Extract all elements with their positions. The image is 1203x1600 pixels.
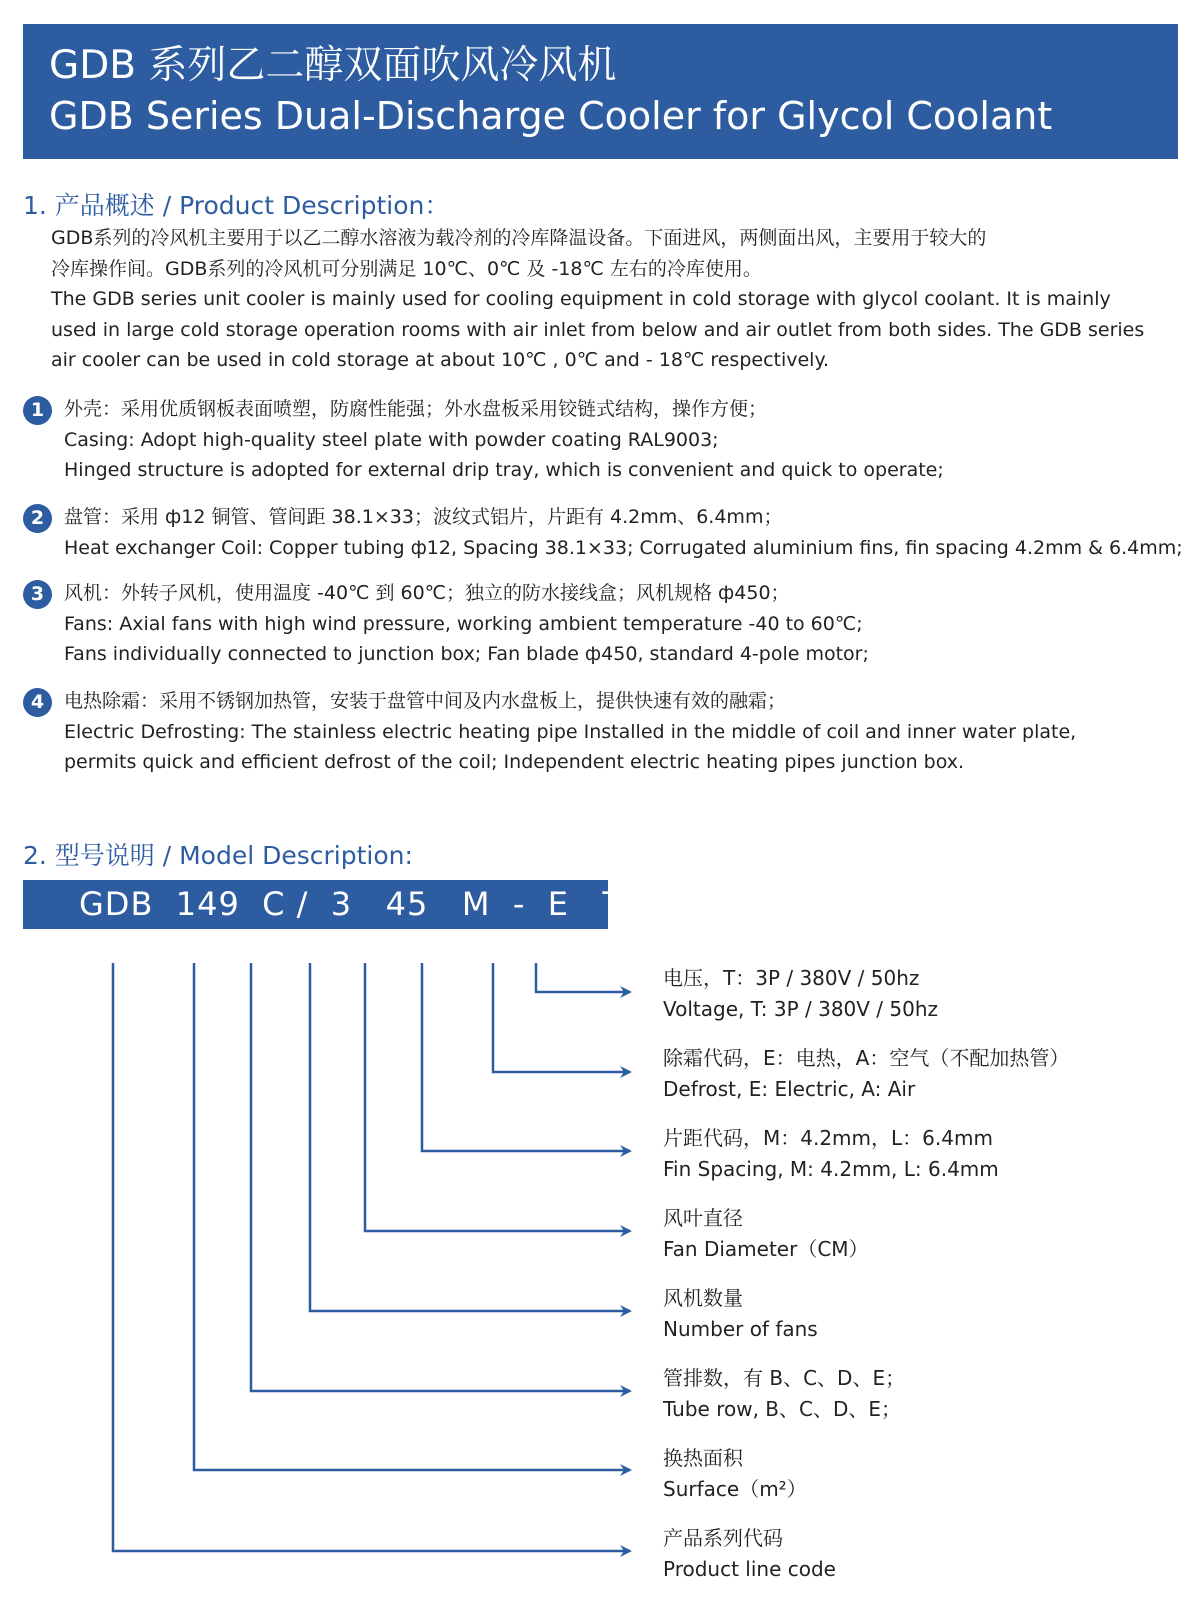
description-line: used in large cold storage operation rooms with air inlet from below and air outlet from both sides. The GDB series [51,318,1145,341]
label-en: Voltage, T: 3P / 380V / 50hz [663,997,939,1021]
connector-product-line [113,963,630,1551]
label-defrost [663,1043,1069,1105]
feature-line: 风机：外转子风机，使用温度 -40℃ 到 60℃；独立的防水接线盒；风机规格 ф450； [64,582,790,604]
label-voltage [663,963,938,1025]
feature-line: 电热除霜：采用不锈钢加热管，安装于盘管中间及内水盘板上，提供快速有效的融霜； [64,690,787,712]
label-cn: 电压，T：3P / 380V / 50hz [663,966,920,990]
feature-line: 盘管：采用 ф12 铜管、管间距 38.1×33；波纹式铝片，片距有 4.2mm、6.4mm； [64,506,783,528]
label-cn: 风机数量 [663,1286,743,1310]
feature-line: Fans individually connected to junction box; Fan blade ф450, standard 4-pole motor; [64,643,869,665]
connector-fan-diameter [365,963,630,1231]
description-line: The GDB series unit cooler is mainly used for cooling equipment in cold storage with glycol coolant. It is mainly [51,288,1111,310]
label-fan-count [663,1283,818,1345]
label-en: Number of fans [663,1317,818,1341]
label-en: Fin Spacing, M: 4.2mm, L: 6.4mm [663,1157,999,1181]
feature-line: Hinged structure is adopted for external drip tray, which is convenient and quick to operate; [64,459,944,481]
label-cn: 换热面积 [663,1446,743,1470]
model-code-bar: GDB 149 C / 3 45 M - E T [23,880,608,929]
label-fin-spacing [663,1123,999,1185]
label-tube-row [663,1363,905,1425]
number-badge: 2 [23,504,52,533]
description-line: 冷库操作间。GDB系列的冷风机可分别满足 10℃、0℃ 及 -18℃ 左右的冷库使用。 [51,257,762,280]
description-line: GDB系列的冷风机主要用于以乙二醇水溶液为载冷剂的冷库降温设备。下面进风，两侧面出风，主要用于较大的 [51,227,987,249]
label-en: Fan Diameter（CM） [663,1237,869,1261]
number-badge: 1 [23,396,52,425]
title-chinese: GDB 系列乙二醇双面吹风冷风机 [49,43,617,88]
feature-line: 外壳：采用优质钢板表面喷塑，防腐性能强；外水盘板采用铰链式结构，操作方便； [64,398,768,420]
number-badge: 4 [23,688,52,717]
label-en: Product line code [663,1557,836,1581]
feature-line: Electric Defrosting: The stainless electric heating pipe Installed in the middle of coil and inner water plate, [64,720,1077,743]
description-line: air cooler can be used in cold storage at about 10℃ , 0℃ and - 18℃ respectively. [51,349,830,371]
connector-surface [194,963,630,1470]
label-surface [663,1443,807,1505]
connector-tube-row [251,963,630,1391]
section-1-title: 1. 产品概述 / Product Description： [23,191,450,220]
feature-line: permits quick and efficient defrost of the coil; Independent electric heating pipes junction box. [64,751,965,773]
label-en: Tube row, B、C、D、E； [663,1397,902,1421]
label-en: Surface（m²） [663,1477,807,1501]
label-fan-diameter [663,1203,869,1265]
title-english: GDB Series Dual-Discharge Cooler for Glycol Coolant [49,94,1053,138]
feature-line: Heat exchanger Coil: Copper tubing ф12, Spacing 38.1×33; Corrugated aluminium fins, fin spacing 4.2mm & 6.4mm; [64,536,1183,559]
label-cn: 除霜代码，E：电热，A：空气（不配加热管） [663,1046,1070,1070]
feature-line: Casing: Adopt high-quality steel plate with powder coating RAL9003; [64,428,719,451]
label-cn: 片距代码，M：4.2mm，L：6.4mm [663,1126,993,1150]
connector-fan-count [310,963,630,1311]
connector-defrost [493,963,630,1072]
section-2-title: 2. 型号说明 / Model Description: [23,841,413,870]
label-cn: 管排数，有 B、C、D、E； [663,1366,906,1390]
label-product-line [663,1523,836,1585]
number-badge: 3 [23,580,52,609]
feature-line: Fans: Axial fans with high wind pressure, working ambient temperature -40 to 60℃; [64,612,863,635]
label-cn: 产品系列代码 [663,1526,783,1550]
connector-voltage [536,963,630,992]
label-cn: 风叶直径 [663,1206,743,1230]
label-en: Defrost, E: Electric, A: Air [663,1077,916,1101]
